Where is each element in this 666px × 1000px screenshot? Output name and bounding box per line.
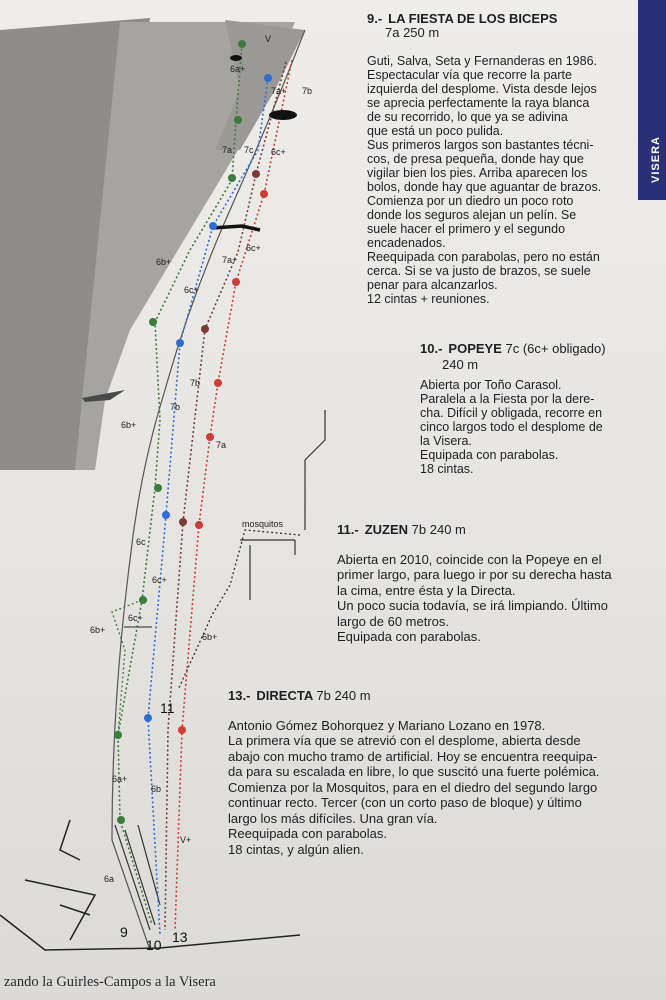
text-line: abajo con mucho tramo de artificial. Hoy se encuentra reequipa- (228, 748, 598, 764)
grade-label: 7b (302, 86, 313, 96)
text-line: suele hacer el primero y el segundo (367, 222, 566, 236)
grade-label: 6c+ (184, 285, 199, 295)
section-tab (638, 0, 666, 200)
text-line: Abierta por Toño Carasol. (420, 378, 562, 392)
grade-label: 6b (151, 784, 162, 794)
text-line: largo los más difíciles. Una gran vía. (228, 810, 438, 826)
text-line: la cima, entre ésta y la Directa. (337, 582, 516, 598)
grade-label: 6c+ (128, 613, 143, 623)
route-10-description (420, 342, 635, 476)
grade-label: 7b (190, 378, 201, 388)
grade-label: 6a+ (112, 774, 128, 784)
text-line: da para su escalada en libre, lo que suscitó una fuerte polémica. (228, 764, 600, 779)
text-line: 12 cintas + reuniones. (367, 292, 490, 306)
route-9-description (367, 12, 629, 306)
bolt-marker-black-small (230, 55, 242, 61)
grade-label: 6a+ (230, 64, 246, 74)
grade-label: 7a+ (271, 86, 287, 96)
belay-dots-red (178, 190, 268, 734)
grade-label: 6b+ (121, 420, 137, 430)
grade-label: 6b+ (202, 632, 218, 642)
text-line: de su recorrido, lo que ya se adivina (367, 110, 568, 124)
text-line: que está un poco pulida. (367, 124, 504, 138)
grade-label: 7a (216, 440, 227, 450)
text-line: Reequipada con parabolas, pero no están (367, 250, 600, 264)
text-line: Guti, Salva, Seta y Fernanderas en 1986. (367, 54, 597, 68)
text-line: Espectacular vía que recorre la parte (367, 68, 572, 82)
grade-label: 6c+ (271, 147, 286, 157)
grade-label: 6b+ (156, 257, 172, 267)
route-10-title: 10.- POPEYE 7c (6c+ obligado) (420, 341, 606, 356)
route-number-9: 9 (120, 924, 128, 940)
text-line: Abierta en 2010, coincide con la Popeye en el (337, 551, 602, 567)
text-line: se aprecia perfectamente la raya blanca (367, 96, 590, 110)
route-number-10: 10 (146, 937, 162, 953)
grade-label: V (265, 34, 272, 44)
route-9-title: 9.- LA FIESTA DE LOS BICEPS (367, 11, 558, 26)
text-line: bolos, donde hay que aguantar de brazos. (367, 180, 602, 194)
route-11-description (337, 522, 655, 645)
grade-label: 6b+ (90, 625, 106, 635)
text-line: cerca. Si se va justo de brazos, se suele (367, 264, 591, 278)
text-line: Paralela a la Fiesta por la dere- (420, 392, 595, 406)
route-10-length: 240 m (442, 357, 479, 372)
route-13-description (228, 688, 664, 857)
landmark-label: mosquitos (242, 519, 284, 529)
grade-label: 6c+ (246, 243, 261, 253)
page-caption: zando la Guirles-Campos a la Visera (4, 974, 216, 990)
text-line: penar para alcanzarlos. (367, 278, 498, 292)
grade-label: 6a (104, 874, 115, 884)
grade-label: 7c (244, 145, 254, 155)
text-line: Equipada con parabolas. (337, 629, 481, 644)
grade-label: 7a (222, 145, 233, 155)
route-13-title: 13.- DIRECTA 7b 240 m (228, 688, 371, 703)
terrain-right (240, 410, 325, 600)
section-tab-label: VISERA (650, 136, 662, 183)
route-number-13: 13 (172, 929, 188, 945)
text-line: Comienza por un diedro un poco roto (367, 194, 574, 208)
grade-label: 7a+ (222, 255, 238, 265)
text-line: la Visera. (420, 434, 472, 448)
text-line: Sus primeros largos son bastantes técni- (367, 138, 594, 152)
text-line: Un poco sucia todavía, se irá limpiando. Último (337, 598, 608, 613)
text-line: La primera vía que se atrevió con el desplome, abierta desde (228, 733, 581, 748)
text-line: continuar recto. Tercer (con un corto paso de bloque) y último (228, 795, 582, 810)
text-line: 18 cintas. (420, 462, 474, 476)
text-line: encadenados. (367, 236, 446, 250)
text-line: Equipada con parabolas. (420, 448, 559, 462)
grade-label: 6c (136, 537, 146, 547)
text-line: Reequipada con parabolas. (228, 826, 388, 841)
text-line: Comienza por la Mosquitos, para en el diedro del segundo largo (228, 779, 598, 795)
text-line: izquierda del desplome. Vista desde lejos (367, 82, 597, 96)
grade-label: 7b (170, 402, 181, 412)
text-line: largo de 60 metros. (337, 613, 450, 629)
text-line: primer largo, para luego ir por su derecha hasta (337, 567, 612, 582)
text-line: 18 cintas, y algún alien. (228, 841, 364, 857)
text-line: cinco largos todo el desplome de (420, 420, 603, 434)
text-line: cos, de presa pequeña, donde hay que (367, 152, 584, 166)
grade-label: V+ (180, 835, 192, 845)
route-number-11: 11 (160, 700, 175, 716)
bolt-marker-black (269, 110, 297, 120)
route-9-grade: 7a 250 m (385, 25, 440, 40)
text-line: donde los seguros alejan un pelín. Se (367, 208, 577, 222)
text-line: cha. Difícil y obligada, recorre en (420, 406, 603, 420)
text-line: vigilar bien los pies. Arriba aparecen los (367, 166, 588, 180)
route-11-title: 11.- ZUZEN 7b 240 m (337, 522, 466, 537)
text-line: Antonio Gómez Bohorquez y Mariano Lozano en 1978. (228, 717, 546, 733)
grade-label: 6c+ (152, 575, 167, 585)
